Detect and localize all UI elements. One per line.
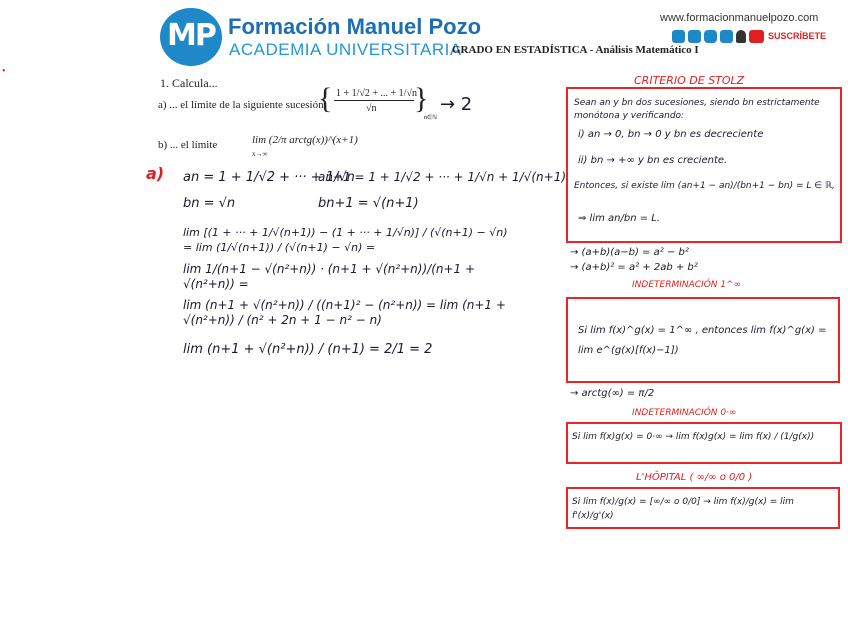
course-title: GRADO EN ESTADÍSTICA - Análisis Matemático I	[452, 44, 699, 56]
solution-line-bn1: bn+1 = √(n+1)	[318, 196, 419, 211]
identity-square-sum: → (a+b)² = a² + 2ab + b²	[570, 262, 698, 273]
brand-title: Formación Manuel Pozo	[228, 14, 482, 39]
exercise-part-a: a) ... el límite de la siguiente sucesión	[158, 99, 324, 111]
logo	[160, 8, 222, 66]
hopital-title: L'HÔPITAL ( ∞/∞ o 0/0 )	[636, 472, 753, 483]
stolz-intro: Sean an y bn dos sucesiones, siendo bn estrictamente monótona y verificando:	[574, 98, 820, 121]
solution-line-bn: bn = √n	[183, 196, 236, 211]
brand-subtitle: ACADEMIA UNIVERSITARIA	[229, 40, 462, 59]
logo-letters: MP	[167, 18, 215, 53]
solution-step-4: lim (n+1 + √(n²+n)) / (n+1) = 2/1 = 2	[183, 342, 433, 357]
exercise-part-b: b) ... el límite	[158, 139, 218, 151]
instagram-icon[interactable]	[704, 30, 717, 43]
solution-line-an: an = 1 + 1/√2 + ··· + 1/√n	[183, 170, 355, 185]
bell-icon	[736, 30, 746, 43]
exercise-number: 1. Calcula...	[160, 76, 218, 90]
stolz-result: ⇒ lim an/bn = L.	[578, 213, 661, 224]
twitter-icon[interactable]	[688, 30, 701, 43]
solution-step-2: lim 1/(n+1 − √(n²+n)) · (n+1 + √(n²+n))/(n+1 + √(n²+n)) =	[183, 262, 476, 291]
margin-mark: •	[2, 66, 6, 77]
stolz-then: Entonces, si existe lim (an+1 − an)/(bn+1 − bn) = L ∈ ℝ,	[574, 181, 835, 191]
header	[0, 0, 848, 70]
solution-label: a)	[146, 164, 165, 183]
stolz-condition-ii: ii) bn → +∞ y bn es creciente.	[578, 155, 728, 166]
stolz-box	[566, 87, 842, 243]
part-b-subscript: x→∞	[252, 150, 268, 158]
facebook-icon[interactable]	[672, 30, 685, 43]
part-b-expression: lim (2/π arctg(x))^(x+1)	[252, 134, 358, 146]
email-icon[interactable]	[720, 30, 733, 43]
subscribe-link[interactable]: SUSCRÍBETE	[768, 31, 827, 41]
identity-difference-squares: → (a+b)(a−b) = a² − b²	[570, 247, 689, 258]
arctg-infinity: → arctg(∞) = π/2	[570, 388, 655, 399]
youtube-icon[interactable]	[749, 30, 764, 43]
solution-step-1: lim [(1 + ··· + 1/√(n+1)) − (1 + ··· + 1/√n)] / (√(n+1) − √n) = lim (1/√(n+1)) / (√(n+1) − √n) =	[183, 226, 508, 254]
hopital-body: Si lim f(x)/g(x) = [∞/∞ o 0/0] → lim f(x)/g(x) = lim f'(x)/g'(x)	[572, 497, 794, 521]
indeterminacy-1-inf-title: INDETERMINACIÓN 1^∞	[632, 280, 742, 290]
website-link[interactable]: www.formacionmanuelpozo.com	[660, 12, 819, 24]
stolz-title: CRITERIO DE STOLZ	[634, 74, 745, 87]
solution-step-3: lim (n+1 + √(n²+n)) / ((n+1)² − (n²+n)) = lim (n+1 + √(n²+n)) / (n² + 2n + 1 − n² − n)	[183, 298, 506, 327]
indeterminacy-0-inf-body: Si lim f(x)g(x) = 0·∞ → lim f(x)g(x) = lim f(x) / (1/g(x))	[572, 432, 815, 442]
indeterminacy-1-inf-body: Si lim f(x)^g(x) = 1^∞ , entonces lim f(x)^g(x) = lim e^(g(x)[f(x)−1])	[578, 325, 827, 356]
solution-line-an1: an+1 = 1 + 1/√2 + ··· + 1/√n + 1/√(n+1)	[318, 170, 567, 184]
sequence-formula: { 1 + 1/√2 + ... + 1/√n √n } n∈ℕ	[318, 82, 438, 121]
social-icons	[672, 30, 764, 44]
indeterminacy-1-inf-box	[566, 297, 840, 383]
hopital-box	[566, 487, 840, 529]
part-a-answer: → 2	[440, 94, 473, 115]
indeterminacy-0-inf-box	[566, 422, 842, 464]
indeterminacy-0-inf-title: INDETERMINACIÓN 0·∞	[632, 408, 737, 418]
stolz-condition-i: i) an → 0, bn → 0 y bn es decreciente	[578, 129, 764, 140]
